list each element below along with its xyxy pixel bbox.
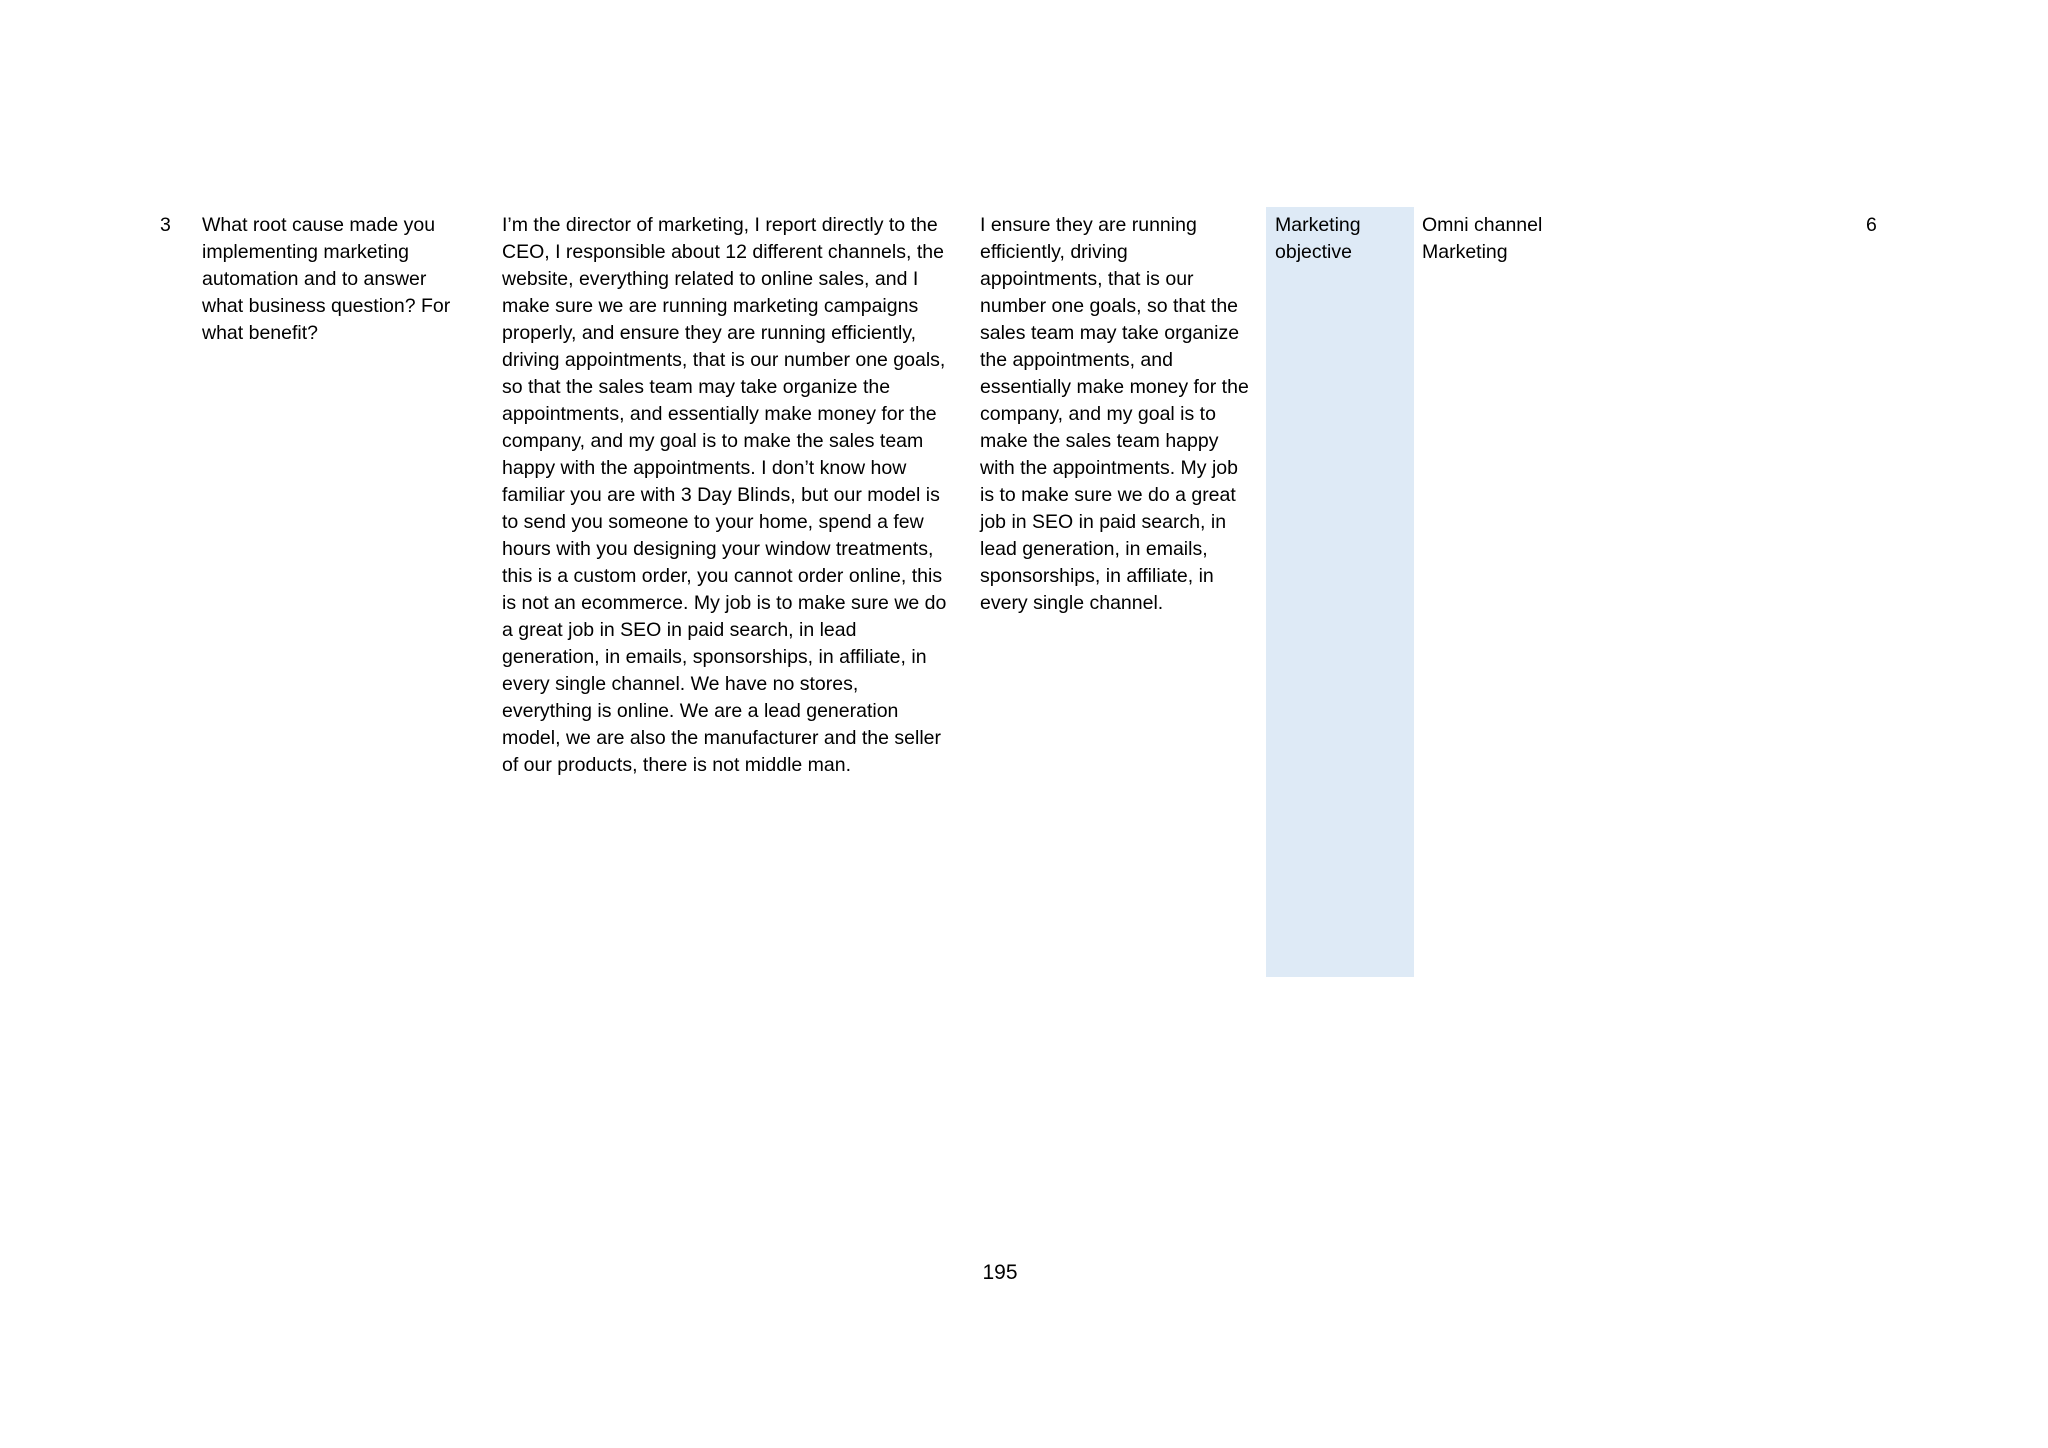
interview-answer: I’m the director of marketing, I report directly to the CEO, I responsible about 12 different channels, the website, everything related to online sales, and I make sure we are running marketing campaigns properly, and ensure they are running efficiently, driving appointments, that is our number one goals, so that the sales team may take organize the appointments, and essentially make money for the company, and my goal is to make the sales team happy with the appointments. I don’t know how familiar you are with 3 Day Blinds, but our model is to send you someone to your home, spend a few hours with you designing your window treatments, this is a custom order, you cannot order online, this is not an ecommerce. My job is to make sure we do a great job in SEO in paid search, in lead generation, in emails, sponsorships, in affiliate, in every single channel. We have no stores, everything is online. We are a lead generation model, we are also the manufacturer and the seller of our products, there is not middle man. (502, 214, 947, 776)
page-number: 195 (982, 1261, 1018, 1284)
subtheme-cell: Omni channel Marketing (1422, 214, 1543, 263)
answer-summary: I ensure they are running efficiently, driving appointments, that is our number one goals, so that the sales team may take organize the appointments, and essentially make money for the company, and my goal is to make the sales team happy with the appointments. My job is to make sure we do a great job in SEO in paid search, in lead generation, in emails, sponsorships, in affiliate, in every single channel. (980, 214, 1249, 614)
theme-label: Marketing objective (1275, 214, 1361, 263)
row-number: 3 (160, 214, 171, 236)
theme-cell (1266, 207, 1414, 977)
interview-question: What root cause made you implementing marketing automation and to answer what business question? For what benefit? (202, 214, 451, 344)
table-row (0, 207, 2048, 977)
count-cell: 6 (1866, 214, 1877, 236)
